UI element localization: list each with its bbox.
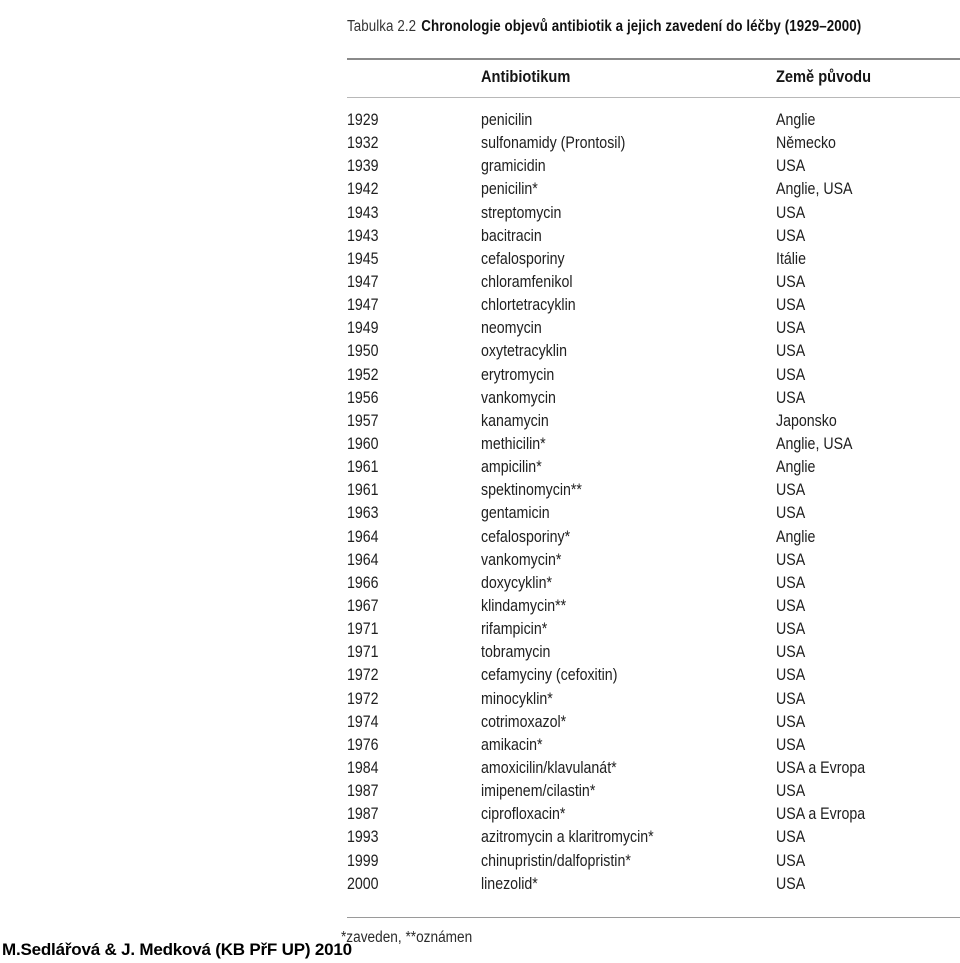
table-row [0,875,960,898]
antibiotic-cell: klindamycin** [481,596,567,615]
year-cell: 1949 [347,319,379,338]
year-cell: 1964 [347,550,379,569]
country-cell: USA [776,481,806,500]
table-row [0,481,960,504]
antibiotic-cell: tobramycin [481,643,551,662]
year-cell: 1984 [347,758,379,777]
country-cell: USA [776,157,806,176]
table-row [0,180,960,203]
country-cell: USA [776,296,806,315]
country-cell: USA a Evropa [776,758,866,777]
year-cell: 1999 [347,851,379,870]
column-header-antibiotic: Antibiotikum [481,67,571,86]
year-cell: 1961 [347,481,379,500]
year-cell: 1952 [347,365,379,384]
table-row [0,111,960,134]
table-row [0,389,960,412]
header-rule [347,97,960,98]
year-cell: 1945 [347,249,379,268]
table-row [0,412,960,435]
country-cell: USA [776,735,806,754]
antibiotic-cell: kanamycin [481,411,549,430]
year-cell: 1939 [347,157,379,176]
country-cell: USA [776,550,806,569]
table-title: Chronologie objevů antibiotik a jejich zavedení do léčby (1929–2000) [421,18,862,35]
antibiotic-cell: methicilin* [481,434,546,453]
country-cell: Anglie, USA [776,434,853,453]
table-row [0,504,960,527]
year-cell: 1987 [347,782,379,801]
antibiotic-cell: azitromycin a klaritromycin* [481,828,654,847]
antibiotic-cell: cefalosporiny* [481,527,571,546]
year-cell: 1957 [347,411,379,430]
table-body [0,111,960,898]
antibiotic-cell: amikacin* [481,735,543,754]
country-cell: USA [776,620,806,639]
table-row [0,250,960,273]
table-row [0,713,960,736]
table-row [0,852,960,875]
table-row [0,782,960,805]
table-row [0,736,960,759]
antibiotic-cell: bacitracin [481,226,542,245]
country-cell: USA a Evropa [776,805,866,824]
country-cell: USA [776,504,806,523]
year-cell: 1942 [347,180,379,199]
country-cell: Anglie [776,527,816,546]
year-cell: 1961 [347,458,379,477]
year-cell: 1963 [347,504,379,523]
country-cell: Anglie, USA [776,180,853,199]
table-row [0,134,960,157]
year-cell: 1964 [347,527,379,546]
antibiotic-cell: cotrimoxazol* [481,712,567,731]
table-row [0,227,960,250]
table-row [0,157,960,180]
country-cell: USA [776,226,806,245]
table-row [0,759,960,782]
year-cell: 1974 [347,712,379,731]
year-cell: 1943 [347,203,379,222]
country-cell: USA [776,342,806,361]
country-cell: USA [776,828,806,847]
country-cell: USA [776,874,806,893]
year-cell: 1960 [347,434,379,453]
antibiotic-cell: vankomycin* [481,550,562,569]
year-cell: 1950 [347,342,379,361]
year-cell: 1993 [347,828,379,847]
year-cell: 1987 [347,805,379,824]
antibiotic-cell: linezolid* [481,874,538,893]
antibiotic-cell: doxycyklin* [481,573,552,592]
country-cell: USA [776,272,806,291]
country-cell: USA [776,573,806,592]
year-cell: 1976 [347,735,379,754]
table-row [0,643,960,666]
antibiotic-cell: chinupristin/dalfopristin* [481,851,631,870]
table-row [0,435,960,458]
year-cell: 1971 [347,643,379,662]
country-cell: USA [776,203,806,222]
table-row [0,597,960,620]
year-cell: 1972 [347,666,379,685]
table-row [0,528,960,551]
antibiotic-cell: ciprofloxacin* [481,805,566,824]
antibiotic-cell: penicilin [481,111,533,129]
table-row [0,204,960,227]
top-rule [347,58,960,60]
table-footnote: *zaveden, **oznámen [341,929,473,946]
year-cell: 1943 [347,226,379,245]
table-row [0,296,960,319]
table-row [0,666,960,689]
year-cell: 1967 [347,596,379,615]
table-row [0,458,960,481]
table-row [0,319,960,342]
year-cell: 1947 [347,296,379,315]
table-row [0,828,960,851]
table-row [0,342,960,365]
country-cell: USA [776,319,806,338]
table-row [0,690,960,713]
table-row [0,620,960,643]
antibiotic-cell: amoxicilin/klavulanát* [481,758,617,777]
antibiotic-cell: chlortetracyklin [481,296,576,315]
antibiotic-cell: chloramfenikol [481,272,573,291]
country-cell: Itálie [776,249,806,268]
country-cell: USA [776,596,806,615]
year-cell: 1929 [347,111,379,129]
country-cell: USA [776,782,806,801]
country-cell: Anglie [776,458,816,477]
year-cell: 1966 [347,573,379,592]
antibiotic-cell: cefalosporiny [481,249,565,268]
antibiotic-cell: oxytetracyklin [481,342,567,361]
antibiotic-cell: gentamicin [481,504,550,523]
year-cell: 1972 [347,689,379,708]
table-row [0,273,960,296]
antibiotic-cell: sulfonamidy (Prontosil) [481,134,626,153]
country-cell: Německo [776,134,836,153]
country-cell: USA [776,643,806,662]
year-cell: 1932 [347,134,379,153]
column-header-country: Země původu [776,67,872,86]
author-credit: M.Sedlářová & J. Medková (KB PřF UP) 2010 [2,940,352,959]
bottom-rule [347,917,960,918]
antibiotic-cell: streptomycin [481,203,562,222]
antibiotic-cell: spektinomycin** [481,481,582,500]
country-cell: USA [776,851,806,870]
antibiotic-cell: vankomycin [481,388,556,407]
antibiotic-cell: ampicilin* [481,458,542,477]
antibiotic-cell: erytromycin [481,365,555,384]
antibiotic-cell: rifampicin* [481,620,548,639]
table-caption [347,18,861,36]
country-cell: USA [776,712,806,731]
table-row [0,551,960,574]
country-cell: USA [776,689,806,708]
antibiotic-cell: minocyklin* [481,689,553,708]
country-cell: USA [776,666,806,685]
antibiotic-cell: imipenem/cilastin* [481,782,596,801]
country-cell: USA [776,388,806,407]
antibiotic-cell: penicilin* [481,180,538,199]
year-cell: 2000 [347,874,379,893]
year-cell: 1947 [347,272,379,291]
country-cell: USA [776,365,806,384]
country-cell: Japonsko [776,411,837,430]
table-row [0,574,960,597]
antibiotic-cell: cefamyciny (cefoxitin) [481,666,618,685]
country-cell: Anglie [776,111,816,129]
antibiotic-cell: neomycin [481,319,542,338]
table-row [0,805,960,828]
year-cell: 1956 [347,388,379,407]
table-label: Tabulka 2.2 [347,18,417,35]
antibiotic-cell: gramicidin [481,157,546,176]
year-cell: 1971 [347,620,379,639]
table-row [0,366,960,389]
